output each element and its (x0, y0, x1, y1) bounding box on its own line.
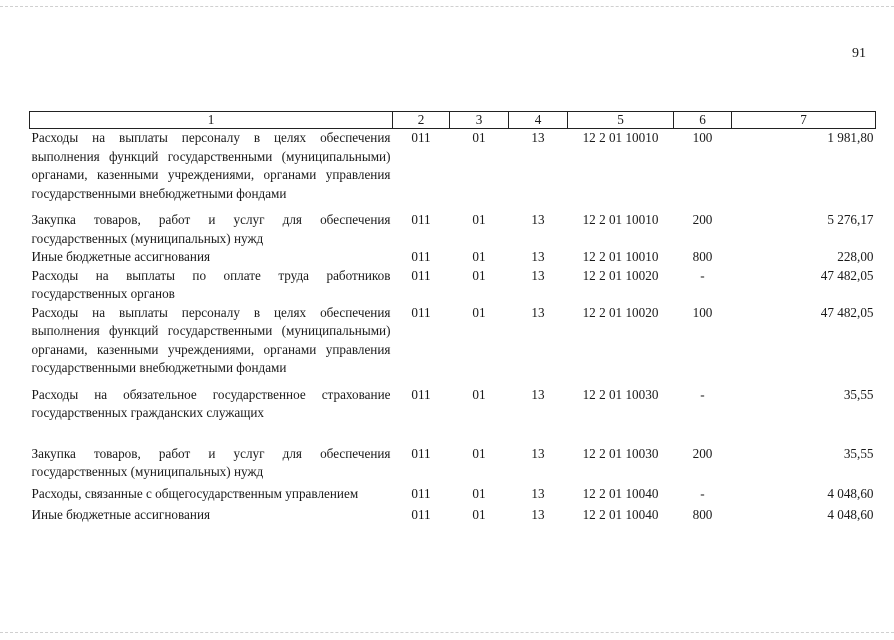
table-row (30, 248, 876, 267)
row-expense-type: 100 (692, 130, 713, 145)
header-col-3: 3 (450, 112, 509, 129)
table-row (30, 211, 876, 248)
row-target-article: 12 2 01 10020 (582, 304, 659, 320)
row-description (30, 129, 393, 212)
row-ministry-code: 011 (411, 304, 431, 320)
row-expense-type: - (700, 267, 705, 283)
row-subsection-code: 13 (531, 386, 545, 402)
row-description (30, 267, 393, 304)
row-description (30, 445, 393, 485)
row-section-code: 01 (472, 507, 486, 522)
row-ministry-code: 011 (411, 507, 431, 522)
row-description (30, 248, 393, 267)
row-subsection-code: 13 (531, 507, 545, 522)
row-target-article: 12 2 01 10010 (582, 212, 659, 227)
row-subsection-code: 13 (531, 304, 545, 320)
row-description-text: Иные бюджетные ассигнования (31, 507, 211, 522)
row-expense-type: 100 (692, 304, 713, 320)
row-ministry-code: 011 (411, 212, 431, 227)
row-expense-type: - (700, 485, 705, 501)
row-expense-type: 800 (692, 249, 713, 264)
row-target-article: 12 2 01 10010 (582, 130, 659, 145)
row-description-text: Расходы на выплаты по оплате труда работников государственных органов (31, 267, 391, 301)
row-amount: 5 276,17 (827, 212, 874, 227)
row-amount: 47 482,05 (820, 267, 874, 283)
row-description-text: Расходы на обязательное государственное страхование государственных гражданских служащих (31, 386, 391, 420)
table-row (30, 304, 876, 386)
row-amount: 4 048,60 (827, 485, 874, 501)
table-row (30, 445, 876, 485)
row-target-article: 12 2 01 10020 (582, 267, 659, 283)
row-amount: 35,55 (843, 386, 874, 402)
row-expense-type: 200 (692, 212, 713, 227)
row-section-code: 01 (472, 304, 486, 320)
row-expense-type: - (700, 386, 705, 402)
table-header-row (30, 112, 876, 129)
table-row (30, 267, 876, 304)
row-amount: 228,00 (837, 249, 874, 264)
scan-artifact-bottom (0, 632, 894, 633)
row-description-text: Закупка товаров, работ и услуг для обеспечения государственных (муниципальных) нужд (31, 445, 391, 479)
header-col-2: 2 (393, 112, 450, 129)
row-target-article: 12 2 01 10030 (582, 386, 659, 402)
row-description (30, 211, 393, 248)
row-section-code: 01 (472, 130, 486, 145)
row-expense-type: 800 (692, 507, 713, 522)
row-subsection-code: 13 (531, 267, 545, 283)
table-row (30, 129, 876, 212)
row-description-text: Расходы, связанные с общегосударственным управлением (31, 485, 359, 501)
row-ministry-code: 011 (411, 267, 431, 283)
row-section-code: 01 (472, 249, 486, 264)
row-ministry-code: 011 (411, 386, 431, 402)
row-subsection-code: 13 (531, 130, 545, 145)
row-section-code: 01 (472, 485, 486, 501)
row-section-code: 01 (472, 212, 486, 227)
row-description-text: Расходы на выплаты персоналу в целях обеспечения выполнения функций государственными (муниципальными) органами, казенными учреждениями, органами управления государственными внебюджетными фондами (31, 130, 391, 201)
row-subsection-code: 13 (531, 485, 545, 501)
row-description (30, 485, 393, 507)
scan-artifact-top (0, 6, 894, 7)
row-target-article: 12 2 01 10040 (582, 485, 659, 501)
row-target-article: 12 2 01 10010 (582, 249, 659, 264)
row-description (30, 506, 393, 525)
row-ministry-code: 011 (411, 445, 431, 461)
row-target-article: 12 2 01 10040 (582, 507, 659, 522)
header-col-1: 1 (30, 112, 393, 129)
row-section-code: 01 (472, 386, 486, 402)
budget-table (29, 111, 876, 525)
row-amount: 35,55 (843, 445, 874, 461)
row-section-code: 01 (472, 445, 486, 461)
header-col-7: 7 (732, 112, 876, 129)
table-row (30, 506, 876, 525)
row-ministry-code: 011 (411, 485, 431, 501)
row-description (30, 304, 393, 386)
table-row (30, 485, 876, 507)
row-ministry-code: 011 (411, 249, 431, 264)
row-subsection-code: 13 (531, 212, 545, 227)
row-expense-type: 200 (692, 445, 713, 461)
row-section-code: 01 (472, 267, 486, 283)
row-target-article: 12 2 01 10030 (582, 445, 659, 461)
row-description-text: Закупка товаров, работ и услуг для обеспечения государственных (муниципальных) нужд (31, 212, 391, 246)
row-description-text: Иные бюджетные ассигнования (31, 249, 211, 264)
page-number: 91 (852, 46, 866, 61)
header-col-6: 6 (674, 112, 732, 129)
header-col-5: 5 (568, 112, 674, 129)
row-amount: 47 482,05 (820, 304, 874, 320)
table-row (30, 386, 876, 445)
row-subsection-code: 13 (531, 445, 545, 461)
row-amount: 1 981,80 (827, 130, 874, 145)
row-amount: 4 048,60 (827, 507, 874, 522)
row-ministry-code: 011 (411, 130, 431, 145)
header-col-4: 4 (509, 112, 568, 129)
row-subsection-code: 13 (531, 249, 545, 264)
row-description-text: Расходы на выплаты персоналу в целях обеспечения выполнения функций государственными (муниципальными) органами, казенными учреждениями, органами управления государственными внебюджетными фондами (31, 304, 391, 375)
row-description (30, 386, 393, 445)
